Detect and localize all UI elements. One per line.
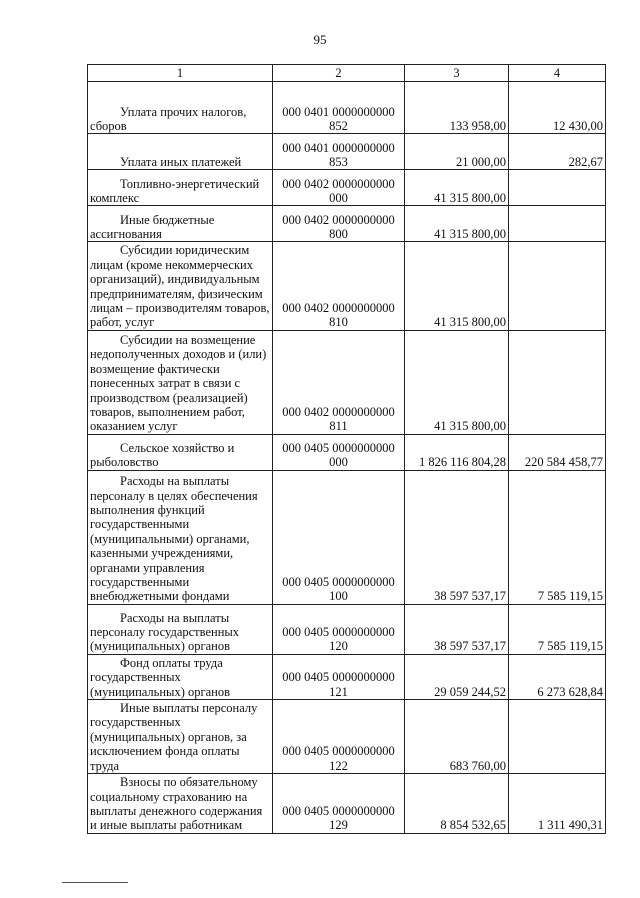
- row-value-col4: [509, 242, 606, 330]
- row-value-col3: 41 315 800,00: [405, 206, 509, 242]
- row-value-col4: [509, 206, 606, 242]
- row-value-col4: [509, 330, 606, 434]
- row-value-col4: 220 584 458,77: [509, 434, 606, 470]
- row-value-col4: 1 311 490,31: [509, 774, 606, 834]
- row-code: 000 0405 0000000000 100: [273, 470, 405, 604]
- row-value-col3: 38 597 537,17: [405, 470, 509, 604]
- row-code: 000 0405 0000000000 120: [273, 604, 405, 654]
- row-name-cell: [88, 700, 273, 774]
- row-value-col4: [509, 700, 606, 774]
- row-name: Уплата иных платежей: [120, 155, 242, 169]
- row-value-col3: 41 315 800,00: [405, 242, 509, 330]
- table-row: [88, 134, 606, 170]
- row-name: Иные выплаты персоналу государственных (муниципальных) органов, за исключением фонда оплаты труда: [90, 701, 258, 773]
- row-name-cell: [88, 470, 273, 604]
- row-code: 000 0405 0000000000 129: [273, 774, 405, 834]
- row-name: Субсидии юридическим лицам (кроме некоммерческих организаций), индивидуальным предпринимателям, физическим лицам – производителям товаров, работ, услуг: [90, 243, 270, 330]
- row-code: 000 0405 0000000000 122: [273, 700, 405, 774]
- table-row: [88, 242, 606, 330]
- table-row: [88, 434, 606, 470]
- footer-separator-line: [62, 882, 128, 883]
- table-row: [88, 700, 606, 774]
- row-name-cell: [88, 654, 273, 699]
- row-name-cell: [88, 170, 273, 206]
- row-name: Субсидии на возмещение недополученных доходов и (или) возмещение фактически понесенных затрат в связи с производством (реализацией) товаров, выполнением работ, оказанием услуг: [90, 333, 267, 434]
- budget-table: [87, 64, 606, 834]
- row-value-col3: 8 854 532,65: [405, 774, 509, 834]
- row-name: Топливно-энергетический комплекс: [90, 176, 260, 205]
- row-value-col4: 6 273 628,84: [509, 654, 606, 699]
- row-name-cell: [88, 434, 273, 470]
- row-name-cell: [88, 242, 273, 330]
- row-value-col4: 7 585 119,15: [509, 470, 606, 604]
- row-code: 000 0402 0000000000 811: [273, 330, 405, 434]
- row-value-col3: 29 059 244,52: [405, 654, 509, 699]
- row-value-col3: 21 000,00: [405, 134, 509, 170]
- row-name-cell: [88, 330, 273, 434]
- table-row: [88, 470, 606, 604]
- header-col-3: 3: [405, 65, 509, 82]
- row-name: Сельское хозяйство и рыболовство: [90, 441, 235, 470]
- row-name: Уплата прочих налогов, сборов: [90, 104, 247, 133]
- table-row: [88, 604, 606, 654]
- row-code: 000 0401 0000000000 852: [273, 82, 405, 134]
- row-value-col3: 41 315 800,00: [405, 330, 509, 434]
- row-code: 000 0402 0000000000 000: [273, 170, 405, 206]
- page-number: 95: [313, 32, 327, 47]
- row-name-cell: [88, 774, 273, 834]
- row-name: Взносы по обязательному социальному страхованию на выплаты денежного содержания и иные выплаты работникам: [90, 775, 263, 833]
- row-name: Иные бюджетные ассигнования: [90, 212, 215, 241]
- row-value-col3: 133 958,00: [405, 82, 509, 134]
- table-row: [88, 82, 606, 134]
- row-code: 000 0401 0000000000 853: [273, 134, 405, 170]
- table-row: [88, 206, 606, 242]
- table-row: [88, 170, 606, 206]
- row-code: 000 0405 0000000000 121: [273, 654, 405, 699]
- row-value-col4: 12 430,00: [509, 82, 606, 134]
- row-name: Расходы на выплаты персоналу государственных (муниципальных) органов: [90, 610, 240, 654]
- row-name-cell: [88, 206, 273, 242]
- table-row: [88, 654, 606, 699]
- row-name-cell: [88, 134, 273, 170]
- row-value-col4: 282,67: [509, 134, 606, 170]
- row-value-col3: 38 597 537,17: [405, 604, 509, 654]
- header-col-4: 4: [509, 65, 606, 82]
- row-name-cell: [88, 82, 273, 134]
- header-col-1: 1: [88, 65, 273, 82]
- row-value-col3: 683 760,00: [405, 700, 509, 774]
- row-code: 000 0402 0000000000 810: [273, 242, 405, 330]
- row-name: Расходы на выплаты персоналу в целях обеспечения выполнения функций государственными (муниципальными) органами, казенными учреждениями, органами управления государственными внебюджетными фондами: [90, 474, 258, 604]
- row-value-col3: 1 826 116 804,28: [405, 434, 509, 470]
- row-value-col3: 41 315 800,00: [405, 170, 509, 206]
- row-value-col4: [509, 170, 606, 206]
- table-row: [88, 774, 606, 834]
- header-col-2: 2: [273, 65, 405, 82]
- table-header-row: [88, 65, 606, 82]
- row-name-cell: [88, 604, 273, 654]
- row-code: 000 0402 0000000000 800: [273, 206, 405, 242]
- row-value-col4: 7 585 119,15: [509, 604, 606, 654]
- table-row: [88, 330, 606, 434]
- row-name: Фонд оплаты труда государственных (муниципальных) органов: [90, 655, 231, 699]
- row-code: 000 0405 0000000000 000: [273, 434, 405, 470]
